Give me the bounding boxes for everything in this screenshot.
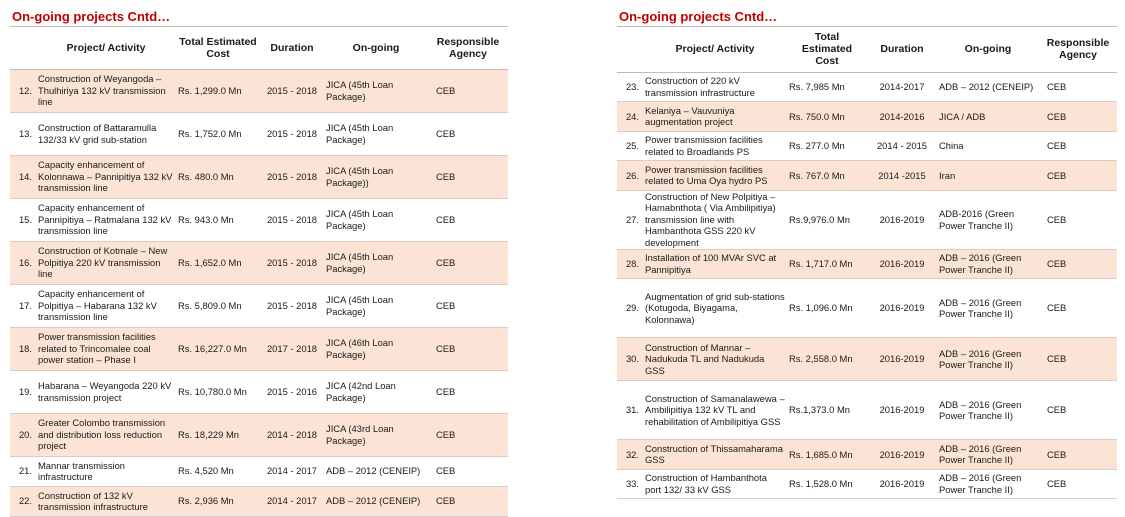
estimated-cost: Rs. 1,299.0 Mn <box>176 69 260 112</box>
table-row <box>617 131 1117 161</box>
project-duration: 2016-2019 <box>867 249 937 279</box>
funding-source: Iran <box>937 161 1039 191</box>
project-activity: Habarana – Weyangoda 220 kV transmission project <box>36 370 176 413</box>
project-activity: Greater Colombo transmission and distribution loss reduction project <box>36 413 176 456</box>
table-row <box>10 486 508 516</box>
responsible-agency: CEB <box>1039 131 1117 161</box>
responsible-agency: CEB <box>428 370 508 413</box>
table-row <box>10 413 508 456</box>
funding-source: ADB – 2012 (CENEIP) <box>324 456 428 486</box>
project-activity: Power transmission facilities related to Uma Oya hydro PS <box>643 161 787 191</box>
project-activity: Capacity enhancement of Pannipitiya – Ratmalana 132 kV transmission line <box>36 198 176 241</box>
estimated-cost: Rs. 2,936 Mn <box>176 486 260 516</box>
left-panel <box>10 8 508 517</box>
table-header-row <box>10 27 508 69</box>
project-activity: Construction of Hambanthota port 132/ 33 kV GSS <box>643 469 787 499</box>
header-number <box>10 27 36 69</box>
project-activity: Capacity enhancement of Polpitiya – Habarana 132 kV transmission line <box>36 284 176 327</box>
project-activity: Construction of Samanalawewa – Ambilipitiya 132 kV TL and rehabilitation of Ambilipitiya GSS <box>643 381 787 440</box>
header-agency: Responsible Agency <box>428 27 508 69</box>
estimated-cost: Rs. 7,985 Mn <box>787 72 867 102</box>
responsible-agency: CEB <box>428 486 508 516</box>
table-row <box>10 327 508 370</box>
row-number: 17. <box>10 284 36 327</box>
estimated-cost: Rs. 1,528.0 Mn <box>787 469 867 499</box>
funding-source: ADB-2016 (Green Power Tranche II) <box>937 190 1039 249</box>
responsible-agency: CEB <box>1039 469 1117 499</box>
project-activity: Construction of 220 kV transmission infrastructure <box>643 72 787 102</box>
project-duration: 2016-2019 <box>867 279 937 338</box>
responsible-agency: CEB <box>1039 381 1117 440</box>
row-number: 24. <box>617 102 643 132</box>
table-row <box>617 161 1117 191</box>
project-activity: Construction of New Polpitiya – Hamabnthota ( Via Ambilipitiya) transmission line with Hambanthota GSS 220 kV development <box>643 190 787 249</box>
header-agency: Responsible Agency <box>1039 27 1117 72</box>
projects-table-left <box>10 27 508 517</box>
responsible-agency: CEB <box>1039 279 1117 338</box>
funding-source: ADB – 2016 (Green Power Tranche II) <box>937 279 1039 338</box>
funding-source: ADB – 2016 (Green Power Tranche II) <box>937 381 1039 440</box>
table-row <box>617 190 1117 249</box>
project-activity: Construction of 132 kV transmission infrastructure <box>36 486 176 516</box>
row-number: 30. <box>617 338 643 381</box>
table-header-row <box>617 27 1117 72</box>
project-duration: 2014 - 2018 <box>260 413 324 456</box>
estimated-cost: Rs. 18,229 Mn <box>176 413 260 456</box>
project-duration: 2015 - 2018 <box>260 112 324 155</box>
responsible-agency: CEB <box>428 69 508 112</box>
projects-table-right <box>617 27 1117 499</box>
row-number: 15. <box>10 198 36 241</box>
row-number: 22. <box>10 486 36 516</box>
project-duration: 2016-2019 <box>867 469 937 499</box>
funding-source: ADB – 2016 (Green Power Tranche II) <box>937 469 1039 499</box>
table-row <box>10 155 508 198</box>
header-cost: Total Estimated Cost <box>787 27 867 72</box>
funding-source: JICA (46th Loan Package) <box>324 327 428 370</box>
row-number: 27. <box>617 190 643 249</box>
row-number: 14. <box>10 155 36 198</box>
project-activity: Construction of Thissamaharama GSS <box>643 440 787 470</box>
responsible-agency: CEB <box>1039 72 1117 102</box>
section-title: On-going projects Cntd… <box>10 8 508 27</box>
responsible-agency: CEB <box>1039 102 1117 132</box>
row-number: 23. <box>617 72 643 102</box>
estimated-cost: Rs. 943.0 Mn <box>176 198 260 241</box>
row-number: 26. <box>617 161 643 191</box>
table-row <box>10 69 508 112</box>
funding-source: JICA (45th Loan Package) <box>324 284 428 327</box>
responsible-agency: CEB <box>1039 190 1117 249</box>
funding-source: JICA (45th Loan Package) <box>324 69 428 112</box>
row-number: 13. <box>10 112 36 155</box>
table-row <box>617 440 1117 470</box>
project-activity: Augmentation of grid sub-stations (Kotugoda, Biyagama, Kolonnawa) <box>643 279 787 338</box>
responsible-agency: CEB <box>428 327 508 370</box>
project-activity: Kelaniya – Vauvuniya augmentation project <box>643 102 787 132</box>
header-ongoing: On-going <box>937 27 1039 72</box>
row-number: 16. <box>10 241 36 284</box>
project-duration: 2015 - 2018 <box>260 198 324 241</box>
project-activity: Construction of Battaramulla 132/33 kV grid sub-station <box>36 112 176 155</box>
section-title: On-going projects Cntd… <box>617 8 1117 27</box>
responsible-agency: CEB <box>428 155 508 198</box>
responsible-agency: CEB <box>1039 440 1117 470</box>
project-duration: 2014 - 2017 <box>260 456 324 486</box>
row-number: 20. <box>10 413 36 456</box>
estimated-cost: Rs. 1,096.0 Mn <box>787 279 867 338</box>
estimated-cost: Rs. 767.0 Mn <box>787 161 867 191</box>
table-row <box>10 198 508 241</box>
responsible-agency: CEB <box>428 198 508 241</box>
project-duration: 2015 - 2018 <box>260 284 324 327</box>
row-number: 21. <box>10 456 36 486</box>
project-duration: 2014-2016 <box>867 102 937 132</box>
estimated-cost: Rs.1,373.0 Mn <box>787 381 867 440</box>
estimated-cost: Rs. 16,227.0 Mn <box>176 327 260 370</box>
estimated-cost: Rs. 480.0 Mn <box>176 155 260 198</box>
estimated-cost: Rs. 2,558.0 Mn <box>787 338 867 381</box>
funding-source: ADB – 2012 (CENEIP) <box>937 72 1039 102</box>
row-number: 18. <box>10 327 36 370</box>
project-duration: 2014 - 2015 <box>867 131 937 161</box>
responsible-agency: CEB <box>1039 249 1117 279</box>
project-activity: Construction of Weyangoda – Thulhiriya 132 kV transmission line <box>36 69 176 112</box>
estimated-cost: Rs.9,976.0 Mn <box>787 190 867 249</box>
responsible-agency: CEB <box>1039 161 1117 191</box>
header-activity: Project/ Activity <box>643 27 787 72</box>
project-duration: 2016-2019 <box>867 440 937 470</box>
estimated-cost: Rs. 277.0 Mn <box>787 131 867 161</box>
funding-source: JICA (42nd Loan Package) <box>324 370 428 413</box>
project-activity: Construction of Kotmale – New Polpitiya 220 kV transmission line <box>36 241 176 284</box>
funding-source: JICA (43rd Loan Package) <box>324 413 428 456</box>
funding-source: China <box>937 131 1039 161</box>
project-duration: 2015 - 2016 <box>260 370 324 413</box>
project-activity: Installation of 100 MVAr SVC at Pannipitiya <box>643 249 787 279</box>
project-duration: 2014 - 2017 <box>260 486 324 516</box>
table-row <box>617 102 1117 132</box>
funding-source: JICA (45th Loan Package) <box>324 112 428 155</box>
project-activity: Construction of Mannar – Nadukuda TL and Nadukuda GSS <box>643 338 787 381</box>
header-duration: Duration <box>867 27 937 72</box>
table-row <box>10 284 508 327</box>
responsible-agency: CEB <box>428 456 508 486</box>
project-duration: 2016-2019 <box>867 381 937 440</box>
header-ongoing: On-going <box>324 27 428 69</box>
responsible-agency: CEB <box>1039 338 1117 381</box>
project-activity: Power transmission facilities related to Trincomalee coal power station – Phase I <box>36 327 176 370</box>
funding-source: JICA (45th Loan Package)) <box>324 155 428 198</box>
estimated-cost: Rs. 750.0 Mn <box>787 102 867 132</box>
table-row <box>10 370 508 413</box>
table-row <box>617 249 1117 279</box>
project-activity: Mannar transmission infrastructure <box>36 456 176 486</box>
table-row <box>10 456 508 486</box>
row-number: 28. <box>617 249 643 279</box>
project-duration: 2016-2019 <box>867 338 937 381</box>
table-row <box>617 279 1117 338</box>
row-number: 29. <box>617 279 643 338</box>
funding-source: JICA (45th Loan Package) <box>324 241 428 284</box>
estimated-cost: Rs. 5,809.0 Mn <box>176 284 260 327</box>
row-number: 32. <box>617 440 643 470</box>
project-duration: 2014 -2015 <box>867 161 937 191</box>
header-number <box>617 27 643 72</box>
responsible-agency: CEB <box>428 284 508 327</box>
responsible-agency: CEB <box>428 413 508 456</box>
row-number: 19. <box>10 370 36 413</box>
estimated-cost: Rs. 10,780.0 Mn <box>176 370 260 413</box>
responsible-agency: CEB <box>428 112 508 155</box>
row-number: 12. <box>10 69 36 112</box>
funding-source: ADB – 2016 (Green Power Tranche II) <box>937 440 1039 470</box>
project-activity: Capacity enhancement of Kolonnawa – Pannipitiya 132 kV transmission line <box>36 155 176 198</box>
estimated-cost: Rs. 1,685.0 Mn <box>787 440 867 470</box>
estimated-cost: Rs. 1,717.0 Mn <box>787 249 867 279</box>
table-row <box>617 469 1117 499</box>
table-row <box>617 381 1117 440</box>
row-number: 31. <box>617 381 643 440</box>
header-cost: Total Estimated Cost <box>176 27 260 69</box>
project-duration: 2015 - 2018 <box>260 69 324 112</box>
funding-source: ADB – 2016 (Green Power Tranche II) <box>937 338 1039 381</box>
table-row <box>10 112 508 155</box>
project-duration: 2017 - 2018 <box>260 327 324 370</box>
estimated-cost: Rs. 1,752.0 Mn <box>176 112 260 155</box>
row-number: 25. <box>617 131 643 161</box>
responsible-agency: CEB <box>428 241 508 284</box>
estimated-cost: Rs. 1,652.0 Mn <box>176 241 260 284</box>
right-panel <box>617 8 1117 499</box>
funding-source: ADB – 2016 (Green Power Tranche II) <box>937 249 1039 279</box>
header-activity: Project/ Activity <box>36 27 176 69</box>
funding-source: ADB – 2012 (CENEIP) <box>324 486 428 516</box>
project-duration: 2015 - 2018 <box>260 241 324 284</box>
project-duration: 2014-2017 <box>867 72 937 102</box>
estimated-cost: Rs. 4,520 Mn <box>176 456 260 486</box>
row-number: 33. <box>617 469 643 499</box>
table-row <box>10 241 508 284</box>
project-activity: Power transmission facilities related to Broadlands PS <box>643 131 787 161</box>
table-row <box>617 338 1117 381</box>
project-duration: 2016-2019 <box>867 190 937 249</box>
project-duration: 2015 - 2018 <box>260 155 324 198</box>
table-row <box>617 72 1117 102</box>
header-duration: Duration <box>260 27 324 69</box>
funding-source: JICA / ADB <box>937 102 1039 132</box>
funding-source: JICA (45th Loan Package) <box>324 198 428 241</box>
